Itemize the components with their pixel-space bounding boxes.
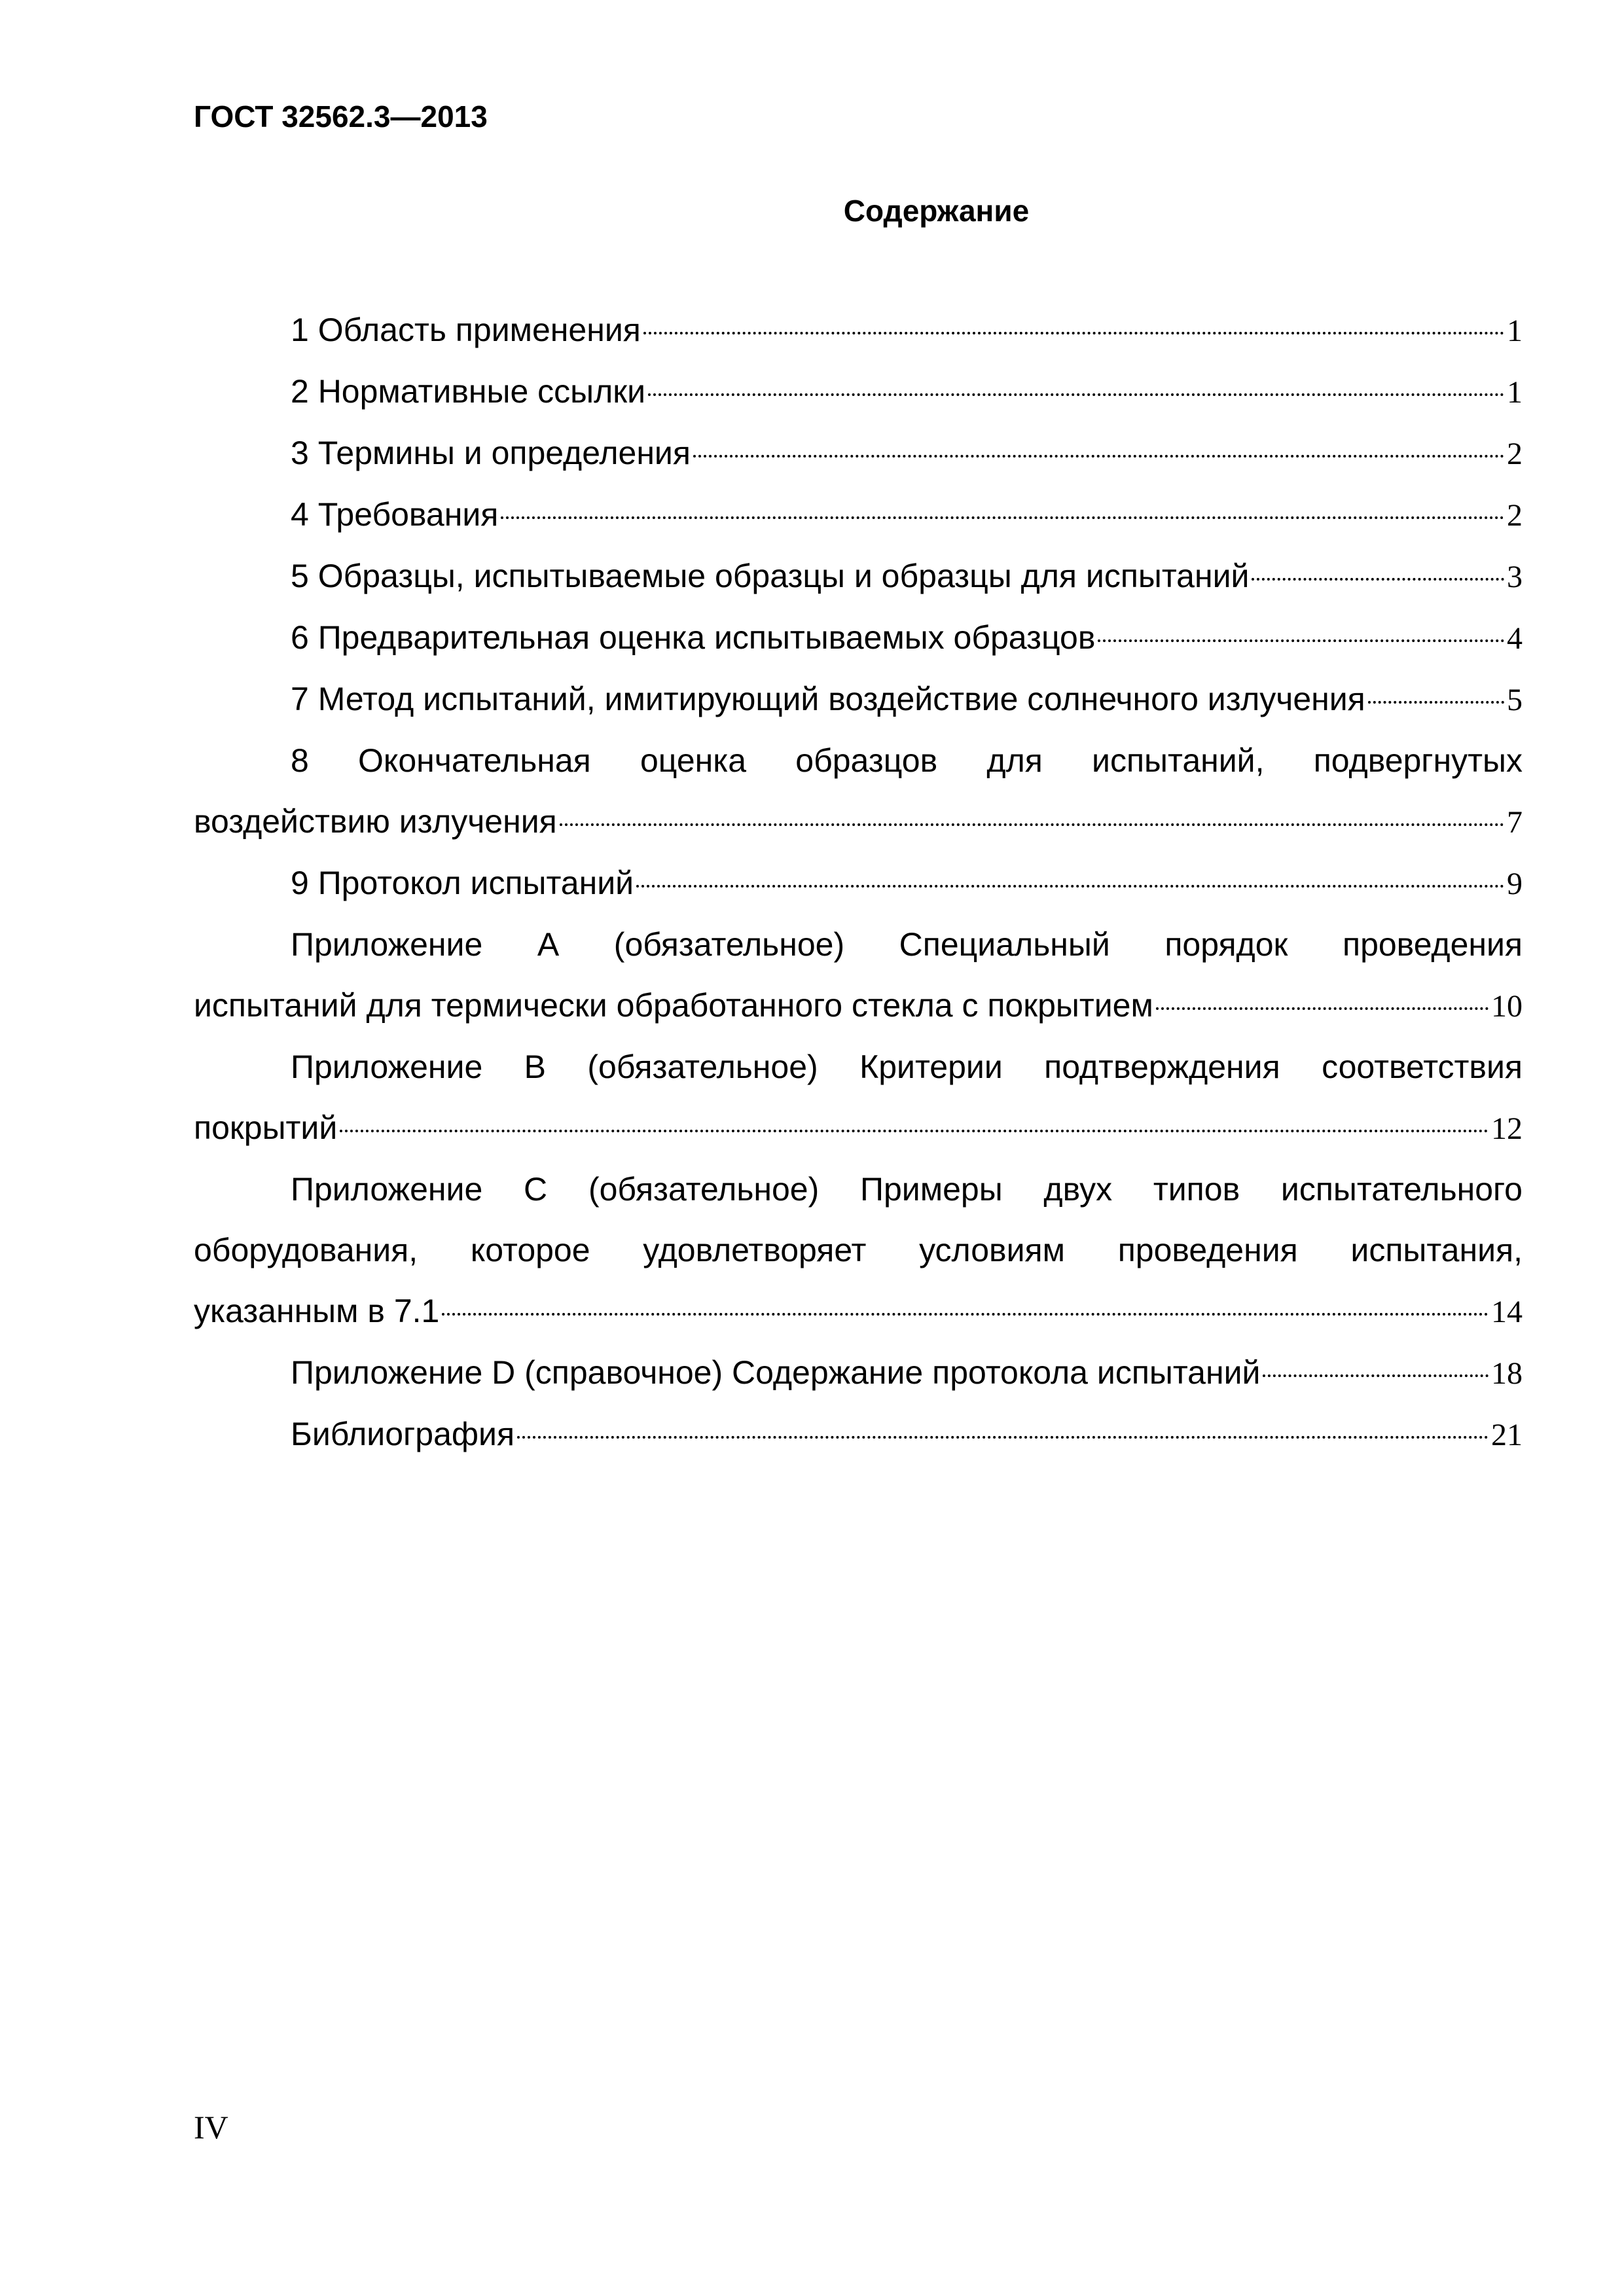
dot-leader xyxy=(1252,578,1504,581)
toc-entry[interactable] xyxy=(194,914,1523,1037)
toc-entry-page: 1 xyxy=(1507,375,1523,410)
toc-entry-page: 2 xyxy=(1507,437,1523,471)
toc-entry-last-line xyxy=(194,1098,1523,1159)
toc-entry-label: 4 Требования xyxy=(291,496,499,533)
dot-leader xyxy=(648,393,1504,396)
toc-entry-label: Приложение D (справочное) Содержание протокола испытаний xyxy=(291,1354,1261,1391)
toc-entry[interactable] xyxy=(194,423,1523,484)
toc-entry-label: Библиография xyxy=(291,1416,515,1452)
toc-entry-last-line xyxy=(194,975,1523,1037)
dot-leader xyxy=(1368,701,1504,704)
toc-entry-page: 21 xyxy=(1491,1418,1523,1452)
dot-leader xyxy=(442,1313,1489,1316)
toc-title: Содержание xyxy=(843,194,1030,228)
toc-entry-label: 6 Предварительная оценка испытываемых образцов xyxy=(291,619,1096,656)
toc-entry-label: указанным в 7.1 xyxy=(194,1293,440,1329)
toc-entry-last-line xyxy=(194,1281,1523,1342)
toc-entry-label: покрытий xyxy=(194,1109,338,1146)
toc-entry-page: 9 xyxy=(1507,867,1523,901)
toc-entry-label: 9 Протокол испытаний xyxy=(291,865,634,901)
toc-entry-label: испытаний для термически обработанного стекла с покрытием xyxy=(194,987,1153,1024)
toc-entry[interactable] xyxy=(194,607,1523,669)
toc-entry[interactable] xyxy=(194,730,1523,853)
toc-entry-page: 2 xyxy=(1507,498,1523,533)
toc-entry[interactable] xyxy=(194,484,1523,546)
dot-leader xyxy=(1098,639,1504,642)
dot-leader xyxy=(1156,1007,1489,1010)
document-code: ГОСТ 32562.3—2013 xyxy=(194,99,488,134)
toc-entry-last-line xyxy=(194,791,1523,853)
toc-entry-page: 12 xyxy=(1491,1111,1523,1146)
toc-entry-label-line: оборудования, которое удовлетворяет условиям проведения испытания, xyxy=(194,1232,1523,1268)
table-of-contents xyxy=(194,300,1523,1465)
toc-entry[interactable] xyxy=(194,300,1523,361)
toc-entry-page: 10 xyxy=(1491,989,1523,1024)
dot-leader xyxy=(501,516,1504,519)
toc-entry-label: 7 Метод испытаний, имитирующий воздействие солнечного излучения xyxy=(291,681,1365,717)
dot-leader xyxy=(517,1436,1489,1439)
toc-entry-page: 5 xyxy=(1507,683,1523,717)
toc-entry-label: воздействию излучения xyxy=(194,803,557,840)
toc-entry-label-line: Приложение В (обязательное) Критерии подтверждения соответствия xyxy=(291,1049,1523,1085)
toc-entry-page: 7 xyxy=(1507,805,1523,840)
dot-leader xyxy=(636,885,1504,888)
toc-entry-label: 3 Термины и определения xyxy=(291,435,691,471)
toc-entry[interactable] xyxy=(194,1037,1523,1159)
toc-entry[interactable] xyxy=(194,361,1523,423)
toc-entry-label: 1 Область применения xyxy=(291,312,641,348)
toc-entry-label-line: Приложение С (обязательное) Примеры двух типов испытательного xyxy=(291,1171,1523,1208)
page-number: IV xyxy=(194,2109,228,2145)
dot-leader xyxy=(693,455,1504,457)
dot-leader xyxy=(643,332,1504,334)
toc-entry-label: 2 Нормативные ссылки xyxy=(291,373,646,410)
toc-entry[interactable] xyxy=(194,1159,1523,1342)
toc-entry[interactable] xyxy=(194,1342,1523,1404)
dot-leader xyxy=(1263,1374,1489,1377)
toc-entry-page: 1 xyxy=(1507,314,1523,348)
toc-entry[interactable] xyxy=(194,1404,1523,1465)
toc-entry-page: 3 xyxy=(1507,560,1523,594)
toc-entry[interactable] xyxy=(194,853,1523,914)
toc-entry-page: 18 xyxy=(1491,1356,1523,1391)
toc-entry[interactable] xyxy=(194,669,1523,730)
toc-entry-label-line: 8 Окончательная оценка образцов для испытаний, подвергнутых xyxy=(291,742,1523,779)
toc-entry[interactable] xyxy=(194,546,1523,607)
dot-leader xyxy=(340,1130,1489,1132)
toc-entry-label: 5 Образцы, испытываемые образцы и образцы для испытаний xyxy=(291,558,1250,594)
dot-leader xyxy=(560,823,1504,826)
toc-entry-page: 4 xyxy=(1507,621,1523,656)
toc-entry-page: 14 xyxy=(1491,1295,1523,1329)
toc-entry-label-line: Приложение А (обязательное) Специальный порядок проведения xyxy=(291,926,1523,963)
